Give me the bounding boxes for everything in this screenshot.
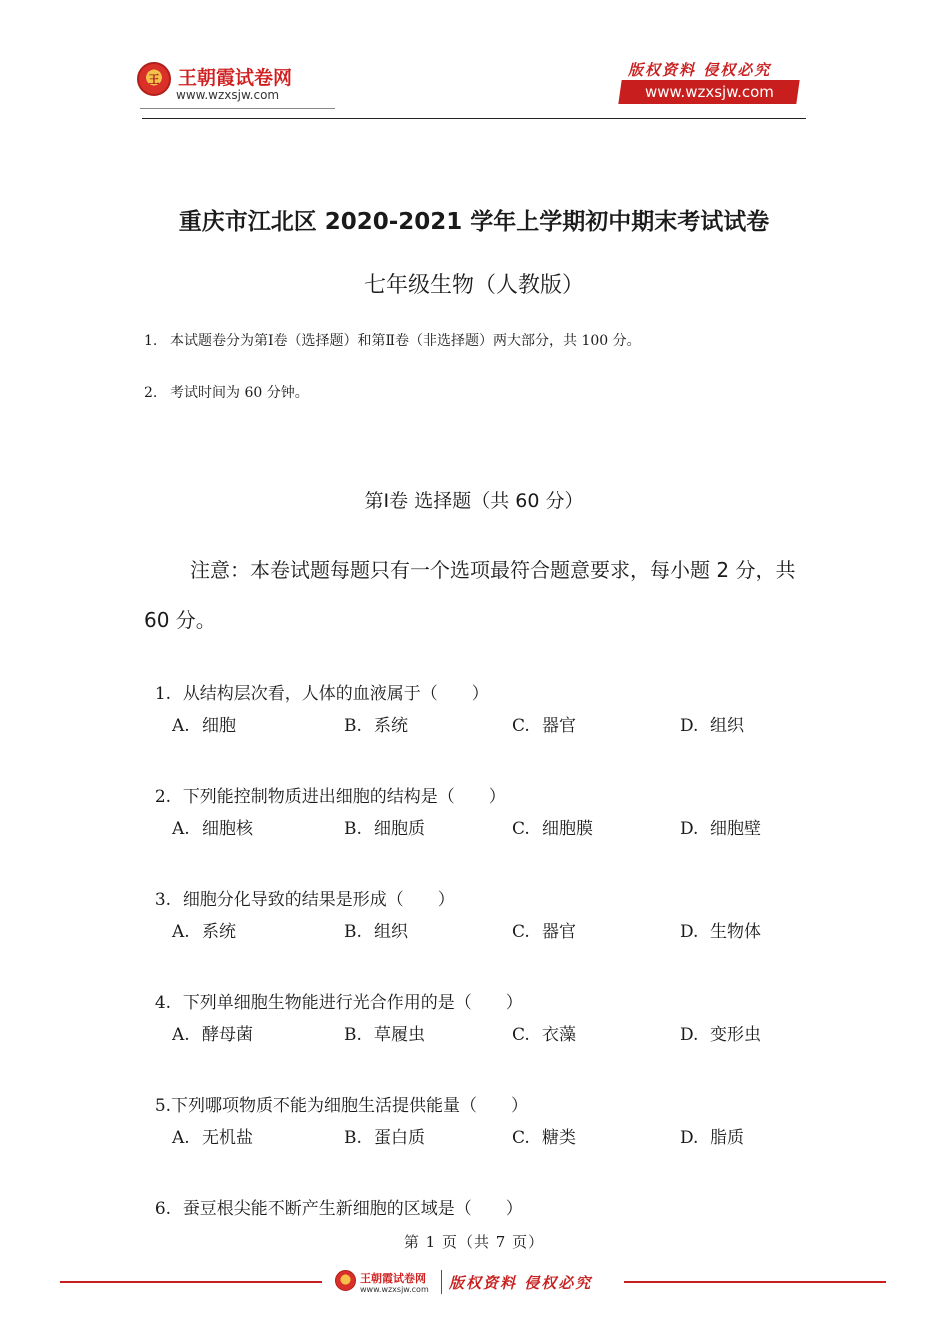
option-text: 细胞 <box>202 716 236 736</box>
question-text: 下列单细胞生物能进行光合作用的是（ ） <box>182 993 523 1013</box>
option-letter: C. <box>512 1128 530 1148</box>
option-letter: C. <box>512 716 530 736</box>
option <box>680 814 761 839</box>
option-text: 蛋白质 <box>374 1128 425 1148</box>
instruction-number: 1. <box>144 333 158 349</box>
option-letter: A. <box>172 922 190 942</box>
option-letter: D. <box>680 819 699 839</box>
option-text: 细胞壁 <box>710 819 761 839</box>
option <box>172 1123 253 1148</box>
question <box>144 1071 528 1116</box>
option-letter: A. <box>172 1025 190 1045</box>
option <box>680 1020 761 1045</box>
question <box>144 762 506 807</box>
question-number: 6. <box>154 1199 172 1219</box>
question-number: 5. <box>154 1096 172 1116</box>
instruction-item <box>144 382 309 402</box>
option-letter: D. <box>680 1025 699 1045</box>
option-letter: B. <box>344 1128 362 1148</box>
instruction-item <box>144 330 641 350</box>
question-text: 蚕豆根尖能不断产生新细胞的区域是（ ） <box>182 1199 523 1219</box>
logo-seal-text: 王 <box>148 73 160 86</box>
option-text: 细胞质 <box>374 819 425 839</box>
footer-rights: 版权资料 侵权必究 <box>449 1274 593 1292</box>
exam-subtitle: 七年级生物（人教版） <box>363 273 584 298</box>
option <box>344 814 425 839</box>
option-letter: D. <box>680 716 699 736</box>
footer-site-url: www.wzxsjw.com <box>360 1285 429 1294</box>
option-letter: B. <box>344 922 362 942</box>
option <box>512 711 576 736</box>
option-letter: B. <box>344 819 362 839</box>
rights-notice: 版权资料 侵权必究 <box>628 61 772 79</box>
option <box>172 711 236 736</box>
option-text: 衣藻 <box>542 1025 576 1045</box>
option-letter: A. <box>172 1128 190 1148</box>
option-text: 草履虫 <box>374 1025 425 1045</box>
option-text: 酵母菌 <box>202 1025 253 1045</box>
option-text: 无机盐 <box>202 1128 253 1148</box>
option-letter: C. <box>512 1025 530 1045</box>
option <box>344 1123 425 1148</box>
section-notice: 注意：本卷试题每题只有一个选项最符合题意要求，每小题 2 分，共 60 分。 <box>144 558 796 632</box>
option <box>172 917 236 942</box>
question <box>144 865 455 910</box>
option-text: 组织 <box>374 922 408 942</box>
question-text: 细胞分化导致的结果是形成（ ） <box>182 890 455 910</box>
header-divider <box>142 118 806 119</box>
option <box>680 1123 744 1148</box>
option <box>344 1020 425 1045</box>
question-text: 从结构层次看，人体的血液属于（ ） <box>182 684 489 704</box>
question-number: 2. <box>154 787 172 807</box>
option-text: 生物体 <box>710 922 761 942</box>
site-name: 王朝霞试卷网 <box>178 67 293 89</box>
option-text: 糖类 <box>542 1128 576 1148</box>
option-letter: C. <box>512 922 530 942</box>
option-text: 组织 <box>710 716 744 736</box>
option-text: 器官 <box>542 716 576 736</box>
option-text: 器官 <box>542 922 576 942</box>
exam-title: 重庆市江北区 2020-2021 学年上学期初中期末考试试卷 <box>178 209 770 235</box>
option <box>344 917 408 942</box>
option <box>172 1020 253 1045</box>
option-letter: B. <box>344 716 362 736</box>
option <box>344 711 408 736</box>
option-text: 系统 <box>202 922 236 942</box>
option-letter: A. <box>172 716 190 736</box>
instruction-text: 本试题卷分为第Ⅰ卷（选择题）和第Ⅱ卷（非选择题）两大部分，共 100 分。 <box>170 333 641 349</box>
footer-seal-icon <box>335 1270 356 1291</box>
option <box>172 814 253 839</box>
option-text: 系统 <box>374 716 408 736</box>
section-title: 第Ⅰ卷 选择题（共 60 分） <box>364 490 584 512</box>
question-number: 4. <box>154 993 172 1013</box>
option-text: 变形虫 <box>710 1025 761 1045</box>
question-number: 3. <box>154 890 172 910</box>
option-text: 脂质 <box>710 1128 744 1148</box>
url-banner-text: www.wzxsjw.com <box>644 83 774 101</box>
option-letter: B. <box>344 1025 362 1045</box>
question-text: 下列能控制物质进出细胞的结构是（ ） <box>182 787 506 807</box>
option-text: 细胞核 <box>202 819 253 839</box>
footer-line-right <box>624 1281 886 1283</box>
footer-line-left <box>60 1281 322 1283</box>
option-letter: D. <box>680 922 699 942</box>
instruction-text: 考试时间为 60 分钟。 <box>170 385 309 401</box>
instruction-number: 2. <box>144 385 158 401</box>
question <box>144 1174 523 1219</box>
option <box>680 711 744 736</box>
footer-separator <box>441 1270 442 1294</box>
logo-seal-icon <box>137 62 171 96</box>
option <box>512 917 576 942</box>
option <box>512 1123 576 1148</box>
option <box>512 1020 576 1045</box>
option <box>512 814 593 839</box>
option-text: 细胞膜 <box>542 819 593 839</box>
option-letter: D. <box>680 1128 699 1148</box>
url-banner <box>618 80 799 104</box>
question-text: 下列哪项物质不能为细胞生活提供能量（ ） <box>171 1096 529 1116</box>
question <box>144 968 523 1013</box>
question-number: 1. <box>154 684 172 704</box>
option <box>680 917 761 942</box>
logo-underline <box>140 108 335 109</box>
site-url: www.wzxsjw.com <box>176 88 280 102</box>
option-letter: A. <box>172 819 190 839</box>
option-letter: C. <box>512 819 530 839</box>
footer-site-name: 王朝霞试卷网 <box>360 1272 426 1285</box>
page-number: 第 1 页（共 7 页） <box>403 1233 545 1251</box>
question <box>144 659 489 704</box>
